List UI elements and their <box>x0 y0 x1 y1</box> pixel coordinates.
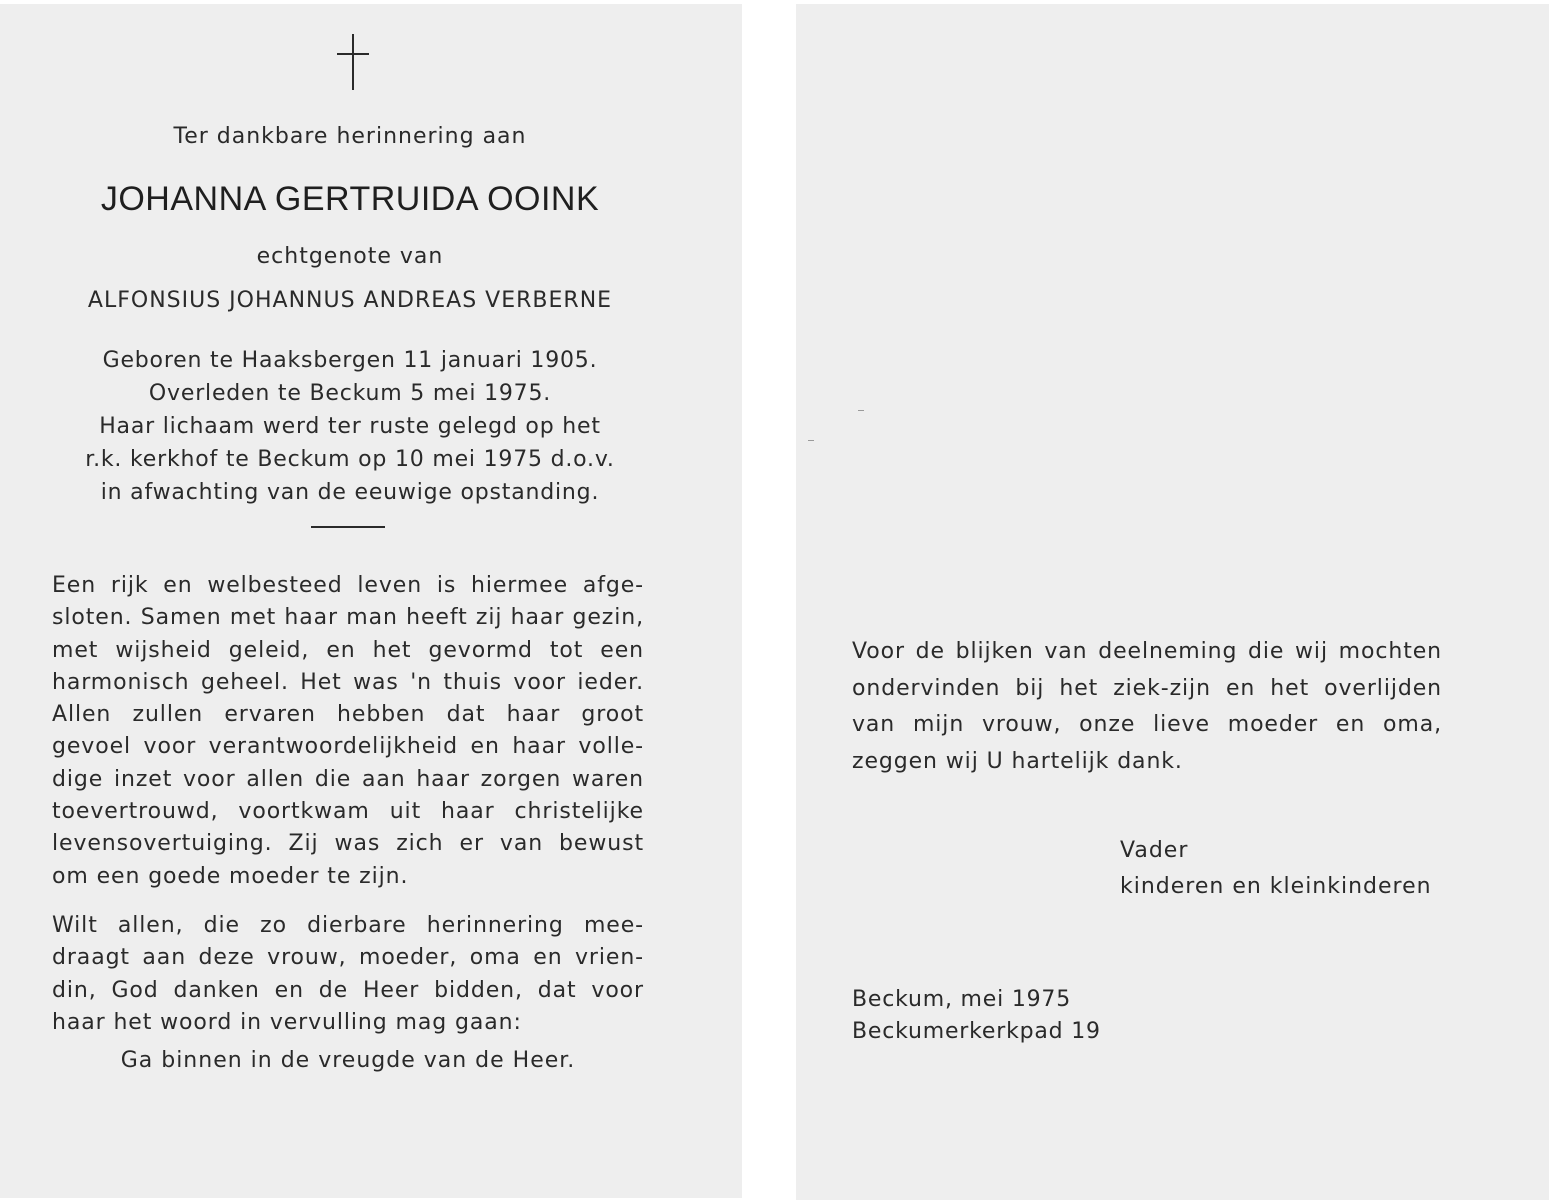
paper-speck <box>808 440 814 441</box>
intro-text: Ter dankbare herinnering aan <box>173 124 527 149</box>
signature-line: Vader <box>1120 838 1189 863</box>
cross-icon <box>333 34 373 92</box>
text-line: Voor de blijken van deelneming die wij mochten <box>852 639 1442 664</box>
text-line: Een rijk en welbesteed leven is hiermee afge- <box>52 573 644 598</box>
spouse-name: ALFONSIUS JOHANNUS ANDREAS VERBERNE <box>87 288 613 313</box>
place-date: Beckum, mei 1975 <box>852 987 1072 1012</box>
memorial-card-back <box>796 4 1549 1200</box>
life-paragraph <box>52 570 644 893</box>
divider <box>311 526 385 528</box>
text-line: toevertrouwd, voortkwam uit haar christelijke <box>52 799 644 825</box>
paper-speck <box>858 410 864 411</box>
memorial-card-front <box>0 4 742 1198</box>
text-line: gevoel voor verantwoordelijkheid en haar volle- <box>52 734 644 760</box>
text-line: harmonisch geheel. Het was 'n thuis voor ieder. <box>52 669 644 695</box>
burial-line: Haar lichaam werd ter ruste gelegd op het <box>99 414 601 439</box>
death-line: Overleden te Beckum 5 mei 1975. <box>148 381 552 406</box>
deceased-name: JOHANNA GERTRUIDA OOINK <box>100 180 600 218</box>
text-line: levensovertuiging. Zij was zich er van bewust <box>52 831 644 857</box>
spouse-intro: echtgenote van <box>256 244 444 269</box>
text-line: din, God danken en de Heer bidden, dat voor <box>52 977 644 1003</box>
burial-place-line: r.k. kerkhof te Beckum op 10 mei 1975 d.o.v. <box>85 447 615 472</box>
signature-line: kinderen en kleinkinderen <box>1120 874 1432 899</box>
text-line: zeggen wij U hartelijk dank. <box>852 748 1183 774</box>
text-line: Allen zullen ervaren hebben dat haar groot <box>52 702 644 728</box>
text-line: van mijn vrouw, onze lieve moeder en oma, <box>852 712 1442 737</box>
prayer-paragraph <box>52 910 644 1039</box>
text-line: haar het woord in vervulling mag gaan: <box>52 1009 522 1035</box>
text-line: Wilt allen, die zo dierbare herinnering mee- <box>52 913 644 938</box>
resurrection-line: in afwachting van de eeuwige opstanding. <box>100 480 600 505</box>
text-line: met wijsheid geleid, en het gevormd tot een <box>52 637 644 663</box>
birth-line: Geboren te Haaksbergen 11 januari 1905. <box>102 348 598 373</box>
closing-verse: Ga binnen in de vreugde van de Heer. <box>120 1048 576 1073</box>
text-line: sloten. Samen met haar man heeft zij haar gezin, <box>52 605 644 631</box>
text-line: draagt aan deze vrouw, moeder, oma en vrien- <box>52 945 644 971</box>
thanks-text <box>852 634 1442 780</box>
place-block <box>852 984 1101 1048</box>
text-line: om een goede moeder te zijn. <box>52 863 409 889</box>
text-line: ondervinden bij het ziek-zijn en het overlijden <box>852 675 1442 701</box>
life-facts <box>40 344 660 509</box>
signature <box>1120 833 1432 905</box>
text-line: dige inzet voor allen die aan haar zorgen waren <box>52 766 644 792</box>
address: Beckumerkerkpad 19 <box>852 1019 1101 1044</box>
